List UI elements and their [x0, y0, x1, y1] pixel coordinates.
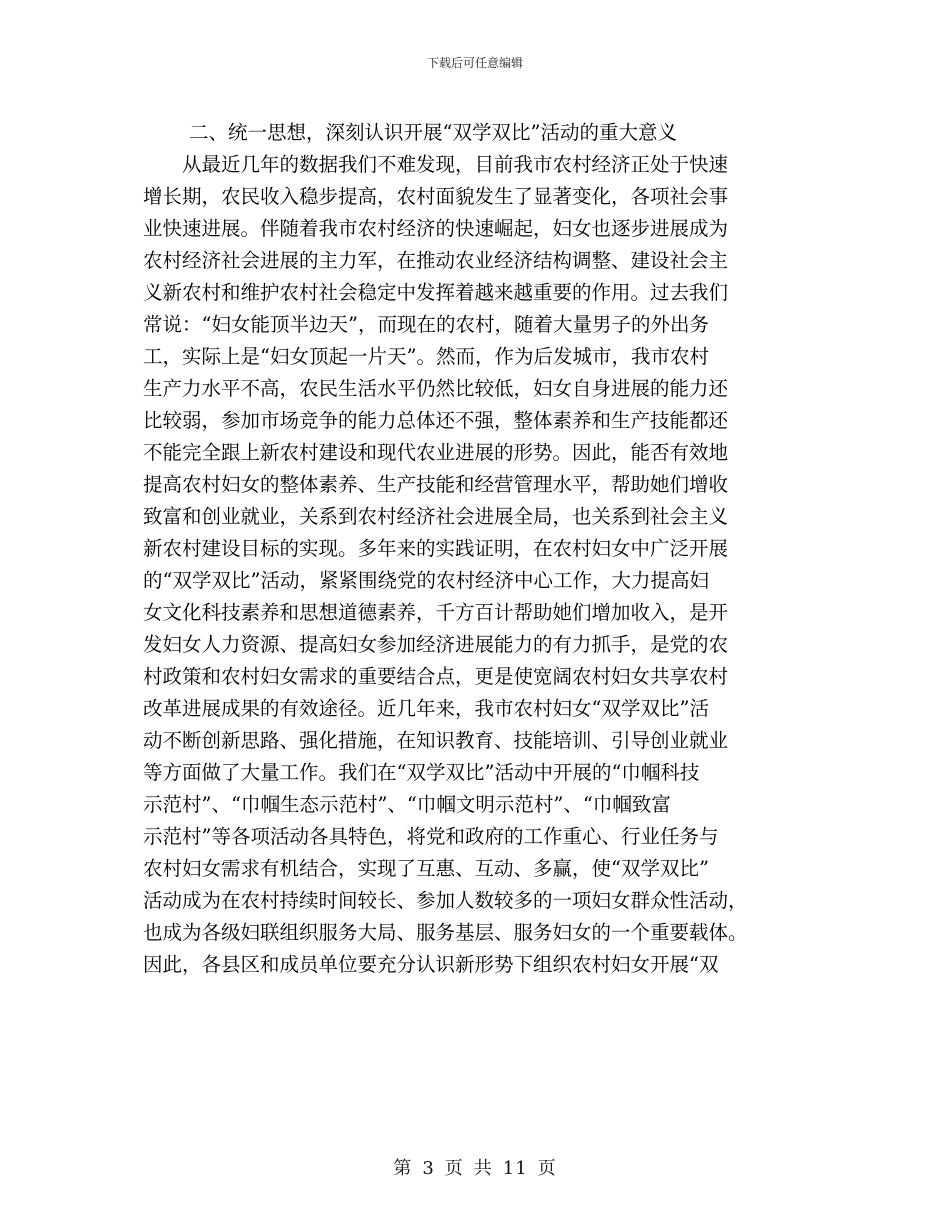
section-heading: 二、统一思想，深刻认识开展“双学双比”活动的重大意义: [189, 121, 677, 144]
page-number: 3: [422, 1158, 435, 1179]
footer-ye: 页: [444, 1158, 464, 1179]
paragraph-line: 不能完全跟上新农村建设和现代农业进展的形势。因此，能否有效地: [143, 441, 729, 464]
paragraph-line: 动不断创新思路、强化措施，在知识教育、技能培训、引导创业就业: [143, 729, 729, 752]
paragraph-line: 示范村”、“巾帼生态示范村”、“巾帼文明示范村”、“巾帼致富: [143, 793, 671, 816]
paragraph-line: 致富和创业就业，关系到农村经济社会进展全局，也关系到社会主义: [143, 505, 729, 528]
page-footer: [0, 1154, 950, 1180]
paragraph-line: 因此，各县区和成员单位要充分认识新形势下组织农村妇女开展“双: [143, 953, 719, 976]
paragraph-line: 增长期，农民收入稳步提高，农村面貌发生了显著变化，各项社会事: [143, 185, 729, 208]
footer-di: 第: [393, 1158, 413, 1179]
document-body: [143, 117, 798, 981]
paragraph-line: 工，实际上是“妇女顶起一片天”。然而，作为后发城市，我市农村: [143, 345, 709, 368]
paragraph-line: 农村妇女需求有机结合，实现了互惠、互动、多赢，使“双学双比”: [143, 857, 709, 880]
paragraph-line: 从最近几年的数据我们不难发现，目前我市农村经济正处于快速: [182, 153, 729, 176]
paragraph-line: 提高农村妇女的整体素养、生产技能和经营管理水平，帮助她们增收: [143, 473, 729, 496]
paragraph-line: 村政策和农村妇女需求的重要结合点，更是使宽阔农村妇女共享农村: [143, 665, 729, 688]
paragraph-line: 等方面做了大量工作。我们在“双学双比”活动中开展的“巾帼科技: [143, 761, 700, 784]
paragraph-line: 发妇女人力资源、提高妇女参加经济进展能力的有力抓手，是党的农: [143, 633, 729, 656]
paragraph-line: 农村经济社会进展的主力军，在推动农业经济结构调整、建设社会主: [143, 249, 729, 272]
paragraph-line: 义新农村和维护农村社会稳定中发挥着越来越重要的作用。过去我们: [143, 281, 729, 304]
footer-ye2: 页: [537, 1158, 557, 1179]
paragraph-line: 的“双学双比”活动，紧紧围绕党的农村经济中心工作，大力提高妇: [143, 569, 709, 592]
paragraph-line: 示范村”等各项活动各具特色，将党和政府的工作重心、行业任务与: [143, 825, 719, 848]
paragraph-line: 比较弱，参加市场竞争的能力总体还不强，整体素养和生产技能都还: [143, 409, 729, 432]
paragraph-line: 常说：“妇女能顶半边天”，而现在的农村，随着大量男子的外出务: [143, 313, 709, 336]
footer-gong: 共: [473, 1158, 493, 1179]
paragraph-line: 生产力水平不高，农民生活水平仍然比较低，妇女自身进展的能力还: [143, 377, 729, 400]
paragraph-line: 新农村建设目标的实现。多年来的实践证明，在农村妇女中广泛开展: [143, 537, 729, 560]
total-pages: 11: [502, 1158, 528, 1179]
paragraph-line: 业快速进展。伴随着我市农村经济的快速崛起，妇女也逐步进展成为: [143, 217, 729, 240]
paragraph-line: 活动成为在农村持续时间较长、参加人数较多的一项妇女群众性活动，: [143, 889, 748, 912]
paragraph-line: 女文化科技素养和思想道德素养，千方百计帮助她们增加收入，是开: [143, 601, 729, 624]
paragraph-line: 也成为各级妇联组织服务大局、服务基层、服务妇女的一个重要载体。: [143, 921, 748, 944]
header-note: 下载后可任意编辑: [426, 56, 523, 70]
paragraph-line: 改革进展成果的有效途径。近几年来，我市农村妇女“双学双比”活: [143, 697, 709, 720]
